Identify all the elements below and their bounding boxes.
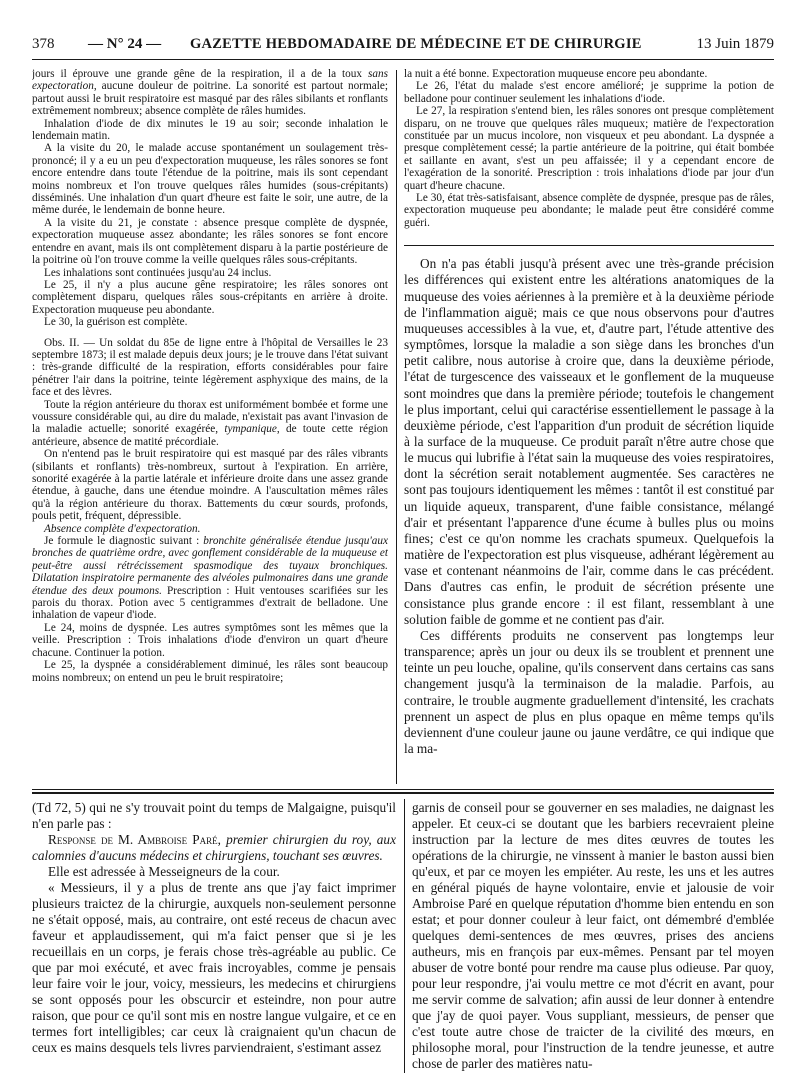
page-header	[32, 36, 774, 58]
paragraph: Le 26, l'état du malade s'est encore amélioré; je supprime la potion de belladone pour continuer seulement les inhalations d'iode.	[404, 80, 774, 105]
paragraph: Elle est adressée à Messeigneurs de la cour.	[48, 864, 280, 879]
paragraph: A la visite du 20, le malade accuse spontanément un soulagement très-prononcé; il y a eu un peu d'expectoration muqueuse, les râles sonores se font encore entendre dans toute l'étendue de la poitrine, mais ils sont cependant moins nombreux et l'on trouve quelques râles humides (sous-crépitants) disséminés. Une inhalation d'un quart d'heure est faite le soir, une autre, de la même durée, le lendemain de bonne heure.	[32, 142, 388, 217]
paragraph: Le 25, il n'y a plus aucune gêne respiratoire; les râles sonores ont complètement disparu, quelques râles sous-crépitants en arrière à droite. Expectoration muqueuse peu abondante.	[32, 278, 388, 316]
paragraph: Absence complète d'expectoration.	[44, 522, 201, 535]
paragraph: Le 27, la respiration s'entend bien, les râles sonores ont presque complètement disparu, on ne trouve que quelques râles muqueux; matière de l'expectoration constituée par un mucus incolore, non visqueux et peu abondant. La dyspnée a presque complètement cessé; la partie antérieure de la poitrine, qui était bombée et saillante en avant, s'est un peu affaissée; il y a cependant encore de l'exagération de la sonorité. Prescription : trois inhalations d'iode par jour d'un quart d'heure chacune.	[404, 105, 774, 192]
issue-date: 13 Juin 1879	[696, 36, 774, 52]
page-number: 378	[32, 36, 55, 52]
observation-continuation	[404, 68, 774, 229]
section-rule	[32, 789, 774, 790]
paragraph: Toute la région antérieure du thorax est uniformément bombée et forme une voussure considérable qui, au dire du malade, n'existait pas avant l'invasion de la maladie actuelle; sonorité exagérée, tympanique, de toute cette région antérieure, absence de matité précordiale.	[32, 398, 388, 448]
paragraph: On n'a pas établi jusqu'à présent avec une très-grande précision les différences qui existent entre les altérations anatomiques de la muqueuse des voies aériennes à la première et à la deuxième période de l'inflammation aiguë; mais ce que nous observons pour d'autres muqueuses accessibles à la vue, et, d'autre part, l'étude attentive des symptômes, lorsque la maladie a son siège dans les bronches d'un petit calibre, nous autorise à croire que, dans la deuxième période, l'état de turgescence des vaisseaux et le gonflement de la muqueuse sont moindres que dans la première période; toutefois le changement le plus important, celui qui caractérise essentiellement le passage à la deuxième période, c'est l'apparition d'un produit de sécrétion liquide à la surface de la muqueuse. Ce produit paraît n'être autre chose que le mucus qui lubrifie à l'état sain la muqueuse des voies respiratoires, dont la sécrétion serait notablement augmentée. Ses caractères ne sont pas toujours identiquement les mêmes : tantôt il est constitué par un liquide aqueux, transparent, d'une faible consistance, mélangé d'air et présentant l'apparence d'une écume à bulles plus ou moins fines; c'est ce qu'on nomme les crachats spumeux. Quelquefois la matière de l'expectoration est plus visqueuse, adhérant légèrement au vase et contenant néanmoins de l'air, comme dans le cas précédent. Dans d'autres cas enfin, le produit de sécrétion présente une consistance plus grande encore : il est filant, ressemblant à une solution faible de gomme et ne contient pas d'air.	[404, 256, 774, 627]
column-divider-top	[396, 70, 397, 784]
bottom-right-column	[412, 800, 774, 1075]
paragraph: la nuit a été bonne. Expectoration muqueuse encore peu abondante.	[404, 68, 708, 80]
top-right-column	[404, 68, 774, 784]
spacer	[404, 229, 774, 245]
paragraph: Je formule le diagnostic suivant : bronchite généralisée étendue jusqu'aux bronches de quatrième ordre, avec gonflement considérable de la muqueuse et peut-être aussi rétrécissement spasmodique des tuyaux bronchiques. Dilatation inspiratoire permanente des alvéoles pulmonaires dans une grande étendue des deux poumons. Prescription : Huit ventouses scarifiées sur les parois du thorax. Potion avec 5 centigrammes d'extrait de belladone. Une inhalation de vapeur d'iode.	[32, 535, 388, 622]
spacer	[404, 246, 774, 256]
paragraph: Ces différents produits ne conservent pas longtemps leur transparence; après un jour ou deux ils se troublent et prennent une teinte un peu louche, opaline, qu'ils conservent dans certains cas sans changement jusqu'à la terminaison de la maladie. Parfois, au contraire, le trouble augmente graduellement d'intensité, les crachats prennent un aspect de plus en plus opaque en même temps qu'ils deviennent d'une couleur jaune ou jaune verdâtre, ce qui indique que la ma-	[404, 627, 774, 756]
journal-title: GAZETTE HEBDOMADAIRE DE MÉDECINE ET DE CHIRURGIE	[190, 36, 642, 52]
paragraph: (Td 72, 5) qui ne s'y trouvait point du temps de Malgaigne, puisqu'il n'en parle pas :	[32, 800, 396, 831]
paragraph: Le 30, la guérison est complète.	[44, 316, 188, 329]
paragraph: « Messieurs, il y a plus de trente ans que j'ay faict imprimer plusieurs traictez de la chirurgie, auxquels non-seulement personne ne s'était opposé, mais, au contraire, ont esté receus de chacun avec faveur et applaudissement, qui m'a faict penser que si je les recueillais en un corps, je ferais chose très-agréable au public. Ce que par moi exécuté, et avec frais incroyables, comme je pensais leur faire voir le jour, voicy, messieurs, les medecins et chirurgiens se sont opposés pour les obscurcir et esteindre, non pour autre raison, que pour ce qu'il sont mis en nostre langue vulgaire, et ce en termes fort intelligibles; car ceux là craignaient qu'un chacun de ceux es mains desquels tels livres parviendraient, s'estimant assez	[32, 880, 396, 1055]
spacer	[32, 329, 388, 337]
column-divider-bottom	[404, 799, 405, 1073]
paragraph: jours il éprouve une grande gêne de la respiration, il a de la toux sans expectoration, aucune douleur de poitrine. La sonorité est partout normale; partout aussi le bruit respiratoire est masqué par des râles sibilants et ronflants extrêmement nombreux; absence complète de râles humides.	[32, 68, 388, 118]
top-left-column	[32, 68, 388, 784]
discussion-text	[404, 256, 774, 757]
paragraph: Inhalation d'iode de dix minutes le 19 au soir; seconde inhalation le lendemain matin.	[32, 117, 388, 143]
paragraph: Les inhalations sont continuées jusqu'au 24 inclus.	[44, 266, 272, 279]
paragraph: Response de M. Ambroise Paré, premier chirurgien du roy, aux calomnies d'aucuns médecins et chirurgiens, touchant ses œuvres.	[32, 832, 396, 863]
paragraph: On n'entend pas le bruit respiratoire qui est masqué par des râles vibrants (sibilants et ronflants) très-nombreux, surtout à l'expiration. En arrière, sonorité exagérée à la partie latérale et inférieure droite dans une assez grande étendue, à gauche, dans une étendue moindre. A l'auscultation mêmes râles qu'à la région antérieure du thorax. Battements du cœur sourds, profonds, pouls petit, fréquent, dépressible.	[32, 448, 388, 523]
issue-number: — N° 24 —	[88, 36, 162, 52]
bottom-left-column	[32, 800, 396, 1075]
paragraph: garnis de conseil pour se gouverner en ses maladies, ne daignast les appeler. Et ceux-ci se doutant que les barbiers recevraient pleine instruction par la lecture de mes dites œuvres de toutes les opérations de la chirurgie, ne vinssent à manier le baston aussi bien qu'eux, et par ce moyen les empiéter. Au reste, les uns et les autres en général piqués de hayne volontaire, envie et jalousie de voir Ambroise Paré en quelque réputation d'homme bien entendu en son estat; et pour donner couleur à leur faict, ont démembré d'emblée quelques demi-sentences de mes œuvres, prises des anciens autheurs, mis en françois par eux-mêmes. Pensant par tel moyen abuser de votre bonté pour rendre ma cause plus odieuse. Par quoy, pour leur respondre, j'ai voulu mettre ce mot d'écrit en avant, pour me servir comme de salvation; afin aussi de leur donner à entendre que j'ay de quoi payer. Vous suppliant, messieurs, de penser que c'est toute autre chose de traicter de la civilité des mœurs, en philosophe moral, pour l'instruction de la tendre jeunesse, et autre chose de parler des matières natu-	[412, 800, 774, 1071]
paragraph: Le 25, la dyspnée a considérablement diminué, les râles sont beaucoup moins nombreux; on entend un peu le bruit respiratoire;	[32, 659, 388, 684]
paragraph: Le 30, état très-satisfaisant, absence complète de dyspnée, presque pas de râles, expectoration muqueuse peu abondante; le malade peut être considéré comme guéri.	[404, 192, 774, 229]
separator-rule	[404, 245, 774, 246]
observation-heading-paragraph: Obs. II. — Un soldat du 85e de ligne entre à l'hôpital de Versailles le 23 septembre 1873; il est malade depuis deux jours; je le trouve dans l'état suivant : très-grande difficulté de la respiration, efforts considérables pour faire pénétrer l'air dans la poitrine, teinte légèrement asphyxique des mains, de la face et des lèvres.	[32, 336, 388, 399]
paragraph: Le 24, moins de dyspnée. Les autres symptômes sont les mêmes que la veille. Prescription : Trois inhalations d'iode d'environ un quart d'heure chacune. Continuer la potion.	[32, 621, 388, 659]
section-rule-lower	[32, 792, 774, 794]
header-rule	[32, 59, 774, 60]
paragraph: A la visite du 21, je constate : absence presque complète de dyspnée, expectoration muqueuse assez abondante; les râles sonores se font encore entendre en avant, mais ils ont complètement disparu à la partie postérieure de la poitrine où l'on trouve comme la veille quelques râles sous-crépitants.	[32, 216, 388, 267]
